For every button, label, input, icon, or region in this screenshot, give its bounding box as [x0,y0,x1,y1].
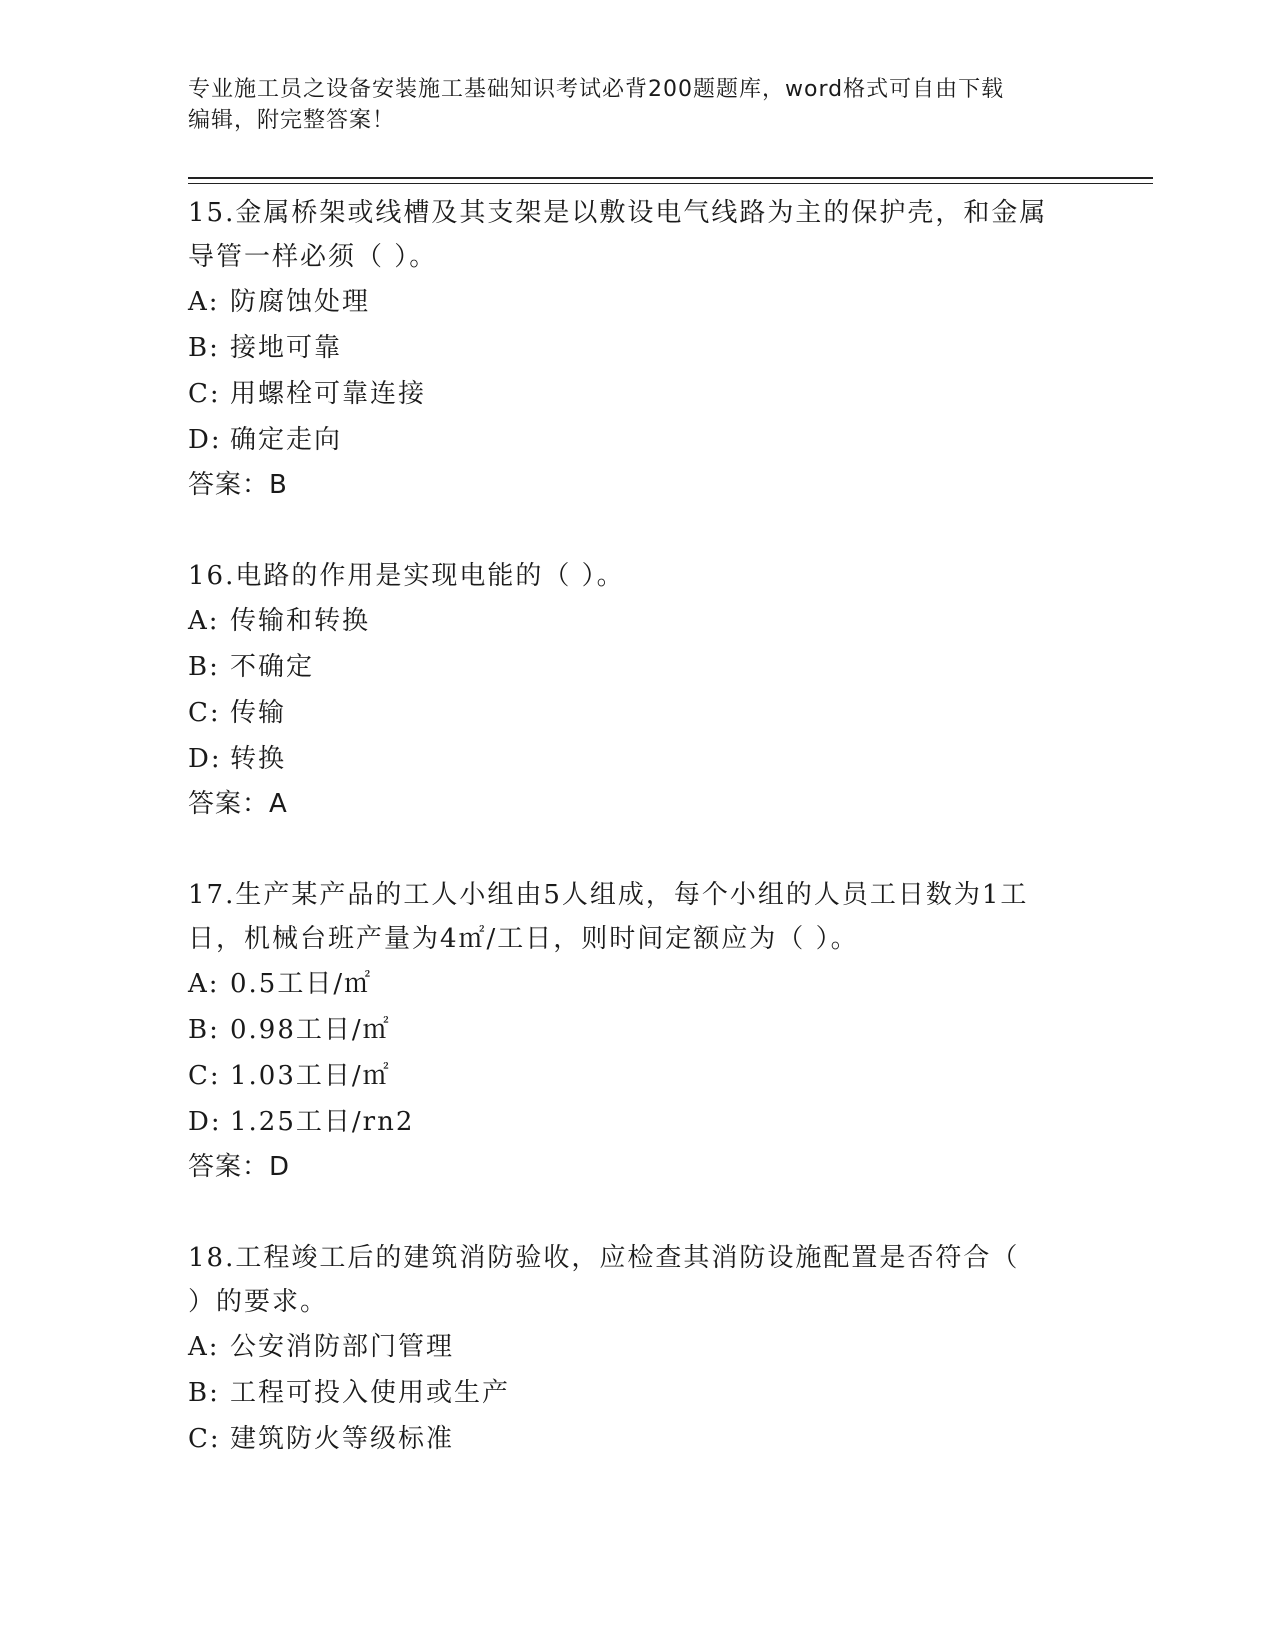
question-stem-line: 15.金属桥架或线槽及其支架是以敷设电气线路为主的保护壳，和金属 [188,198,1048,228]
option-key: B: [188,333,220,363]
option-text: 传输 [230,698,287,728]
option-text: 接地可靠 [230,333,343,363]
question-15 [188,191,1088,507]
option-text: 防腐蚀处理 [230,287,371,317]
option-b [188,325,1088,371]
option-text: 传输和转换 [230,606,371,636]
option-key: C: [188,1061,221,1091]
answer-label: 答案：D [188,1152,291,1182]
option-a [188,279,1088,325]
question-stem-line: 17.生产某产品的工人小组由5人组成，每个小组的人员工日数为1工 [188,880,1029,910]
option-key: A: [188,287,220,317]
question-stem [188,873,1068,961]
option-text: 工程可投入使用或生产 [230,1378,511,1408]
option-c [188,1416,1088,1462]
option-d [188,417,1088,463]
option-text: 不确定 [230,652,315,682]
document-header [188,74,1088,136]
option-text: 确定走向 [230,425,343,455]
option-text: 转换 [230,744,287,774]
question-stem-line: 18.工程竣工后的建筑消防验收，应检查其消防设施配置是否符合（ [188,1243,1020,1273]
question-stem [188,554,1068,598]
question-stem-line: 16.电路的作用是实现电能的（ ）。 [188,561,625,591]
option-key: D: [188,425,222,455]
question-list [188,191,1088,1509]
option-c [188,371,1088,417]
option-text: 用螺栓可靠连接 [230,379,427,409]
option-key: A: [188,1332,220,1362]
option-c [188,1053,1088,1099]
option-text: 0.98工日/㎡ [230,1015,391,1045]
answer-label: 答案：A [188,789,288,819]
option-text: 1.03工日/㎡ [230,1061,391,1091]
option-key: C: [188,698,221,728]
option-b [188,1370,1088,1416]
question-stem-line: 导管一样必须（ ）。 [188,242,438,272]
option-b [188,1007,1088,1053]
option-text: 0.5工日/㎡ [230,969,373,999]
option-key: A: [188,606,220,636]
option-b [188,644,1088,690]
option-key: C: [188,379,221,409]
option-a [188,1324,1088,1370]
option-text: 公安消防部门管理 [230,1332,455,1362]
question-16 [188,554,1088,826]
option-key: B: [188,1015,220,1045]
option-d [188,736,1088,782]
question-stem [188,191,1068,279]
question-stem-line: ）的要求。 [188,1287,329,1317]
question-stem [188,1236,1068,1324]
header-divider-thin [188,183,1153,184]
question-18 [188,1236,1088,1462]
option-text: 建筑防火等级标准 [230,1424,455,1454]
option-key: B: [188,652,220,682]
option-text: 1.25工日/rn2 [230,1107,415,1137]
header-line-2: 编辑，附完整答案！ [188,108,396,133]
answer-label: 答案：B [188,470,288,500]
option-a [188,961,1088,1007]
option-c [188,690,1088,736]
option-key: C: [188,1424,221,1454]
option-key: A: [188,969,220,999]
header-divider-thick [188,177,1153,179]
header-line-1: 专业施工员之设备安装施工基础知识考试必背200题题库，word格式可自由下载 [188,77,1005,102]
option-key: B: [188,1378,220,1408]
option-d [188,1099,1088,1145]
question-17 [188,873,1088,1189]
question-stem-line: 日，机械台班产量为4㎡/工日，则时间定额应为（ ）。 [188,924,859,954]
option-key: D: [188,1107,222,1137]
option-key: D: [188,744,222,774]
option-a [188,598,1088,644]
